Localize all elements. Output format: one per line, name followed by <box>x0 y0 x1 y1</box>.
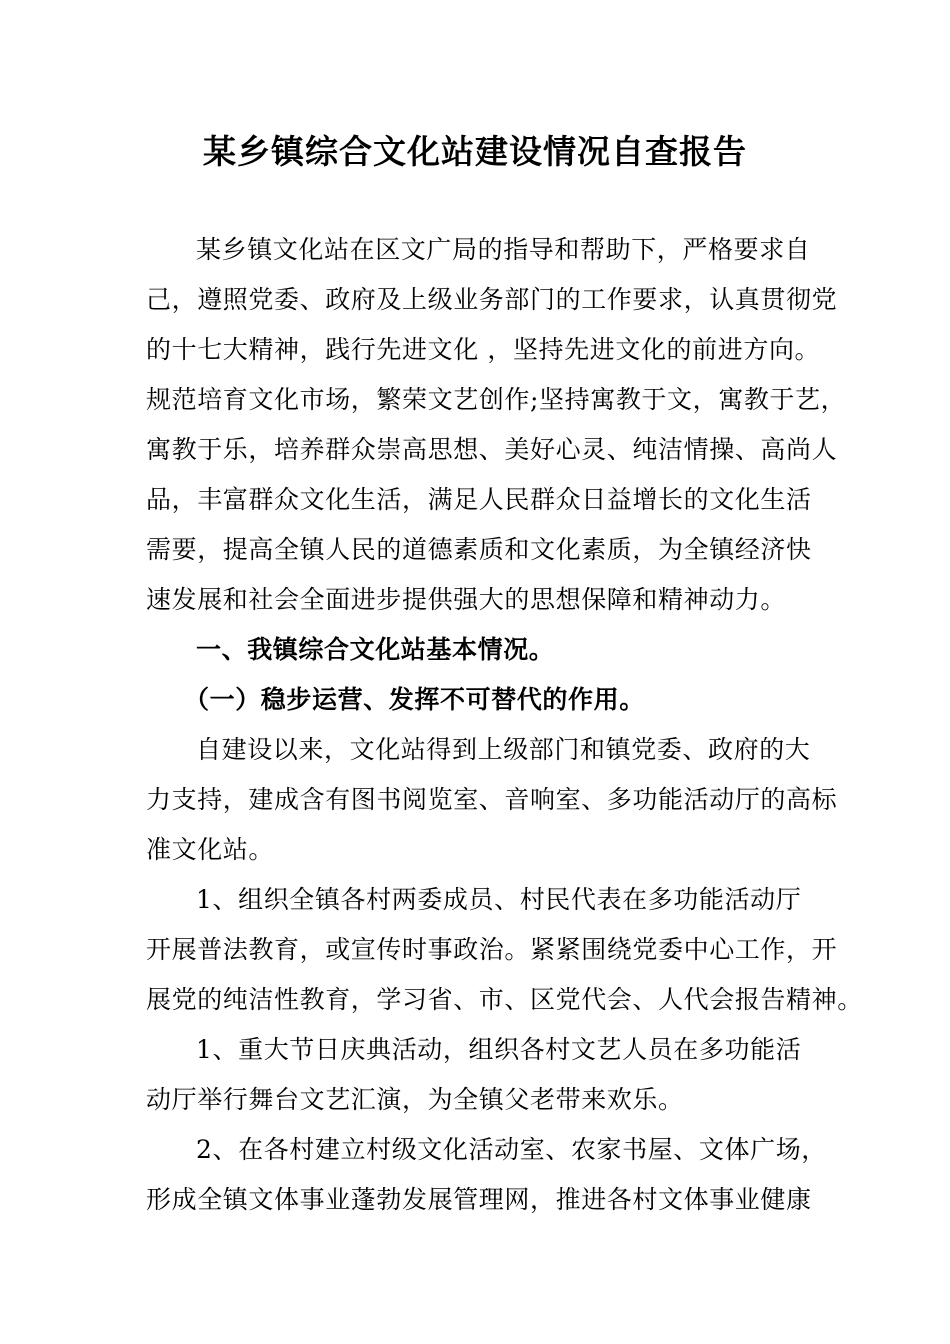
document-title: 某乡镇综合文化站建设情况自查报告 <box>203 132 747 171</box>
paragraph-line: 2、在各村建立村级文化活动室、农家书屋、文体广场， <box>196 1135 827 1164</box>
paragraph-line: 自建设以来，文化站得到上级部门和镇党委、政府的大 <box>196 735 811 764</box>
paragraph-line: 规范培育文化市场，繁荣文艺创作;坚持寓教于文，寓教于艺， <box>146 385 847 414</box>
paragraph-line: 速发展和社会全面进步提供强大的思想保障和精神动力。 <box>146 585 787 614</box>
paragraph-line: 某乡镇文化站在区文广局的指导和帮助下，严格要求自 <box>196 235 811 264</box>
paragraph-line: 需要，提高全镇人民的道德素质和文化素质，为全镇经济快 <box>146 535 812 564</box>
paragraph-line: 开展普法教育，或宣传时事政治。紧紧围绕党委中心工作，开 <box>146 935 838 964</box>
paragraph-line: 力支持，建成含有图书阅览室、音响室、多功能活动厅的高标 <box>146 785 838 814</box>
subsection-heading: （一）稳步运营、发挥不可替代的作用。 <box>184 685 645 714</box>
paragraph-line: 动厅举行舞台文艺汇演，为全镇父老带来欢乐。 <box>146 1085 684 1114</box>
paragraph-line: 展党的纯洁性教育，学习省、市、区党代会、人代会报告精神。 <box>146 985 863 1014</box>
paragraph-line: 准文化站。 <box>146 835 275 864</box>
paragraph-line: 品，丰富群众文化生活，满足人民群众日益增长的文化生活 <box>146 485 812 514</box>
paragraph-line: 1、重大节日庆典活动，组织各村文艺人员在多功能活 <box>196 1035 802 1064</box>
paragraph-line: 的十七大精神，践行先进文化 ，坚持先进文化的前进方向。 <box>146 335 821 364</box>
paragraph-line: 寓教于乐，培养群众崇高思想、美好心灵、纯洁情操、高尚人 <box>146 435 838 464</box>
paragraph-line: 1、组织全镇各村两委成员、村民代表在多功能活动厅 <box>196 885 802 914</box>
section-heading: 一、我镇综合文化站基本情况。 <box>196 635 555 664</box>
paragraph-line: 形成全镇文体事业蓬勃发展管理网，推进各村文体事业健康 <box>146 1185 812 1214</box>
paragraph-line: 己，遵照党委、政府及上级业务部门的工作要求，认真贯彻党 <box>146 285 838 314</box>
